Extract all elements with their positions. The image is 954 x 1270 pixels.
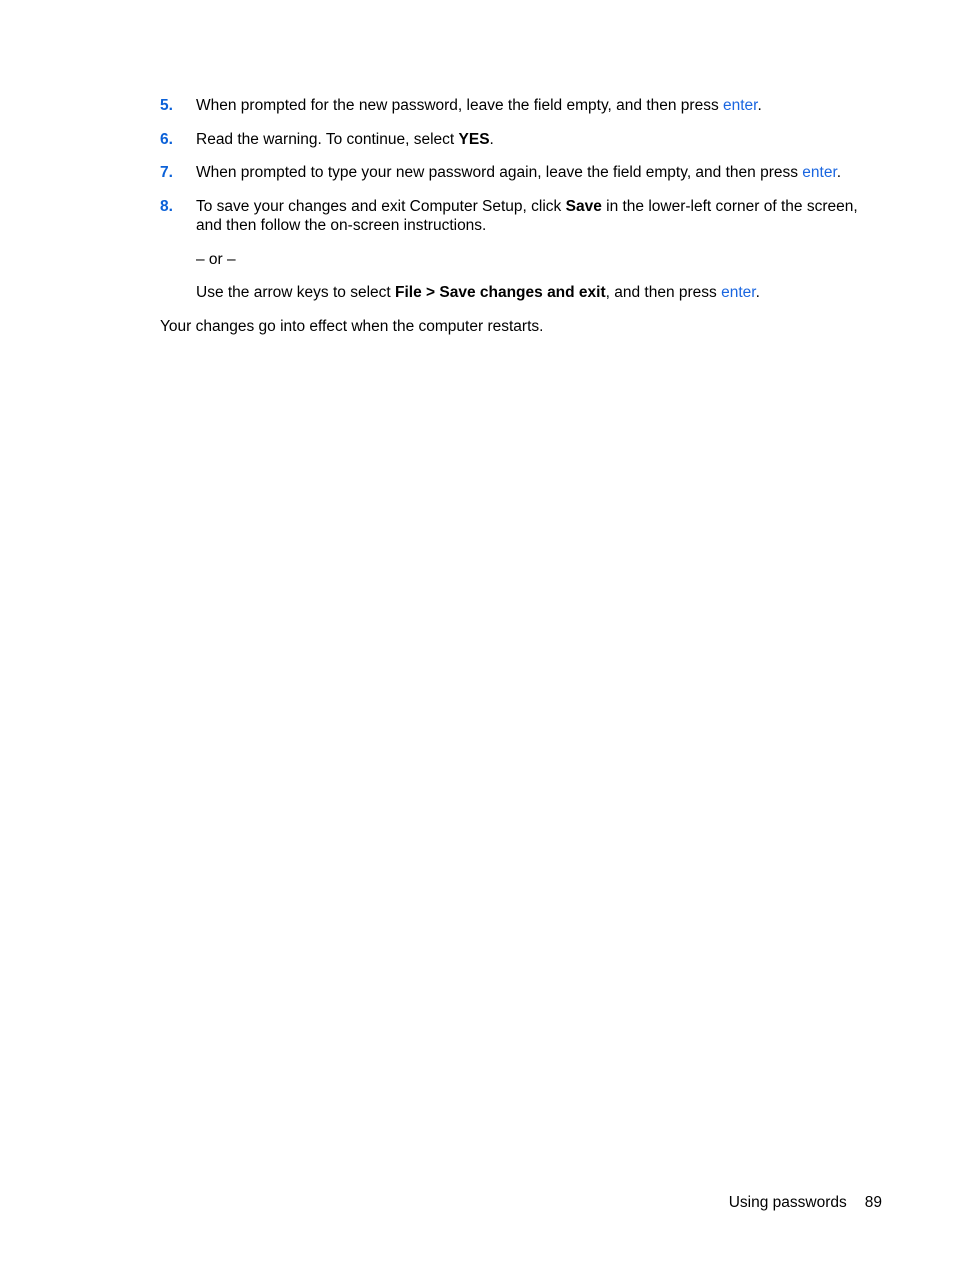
step-number: 8. [160,198,173,215]
alt-instruction: Use the arrow keys to select File > Save changes and exit, and then press enter. [196,284,760,301]
step-text: When prompted to type your new password again, leave the field empty, and then press enter. [196,164,842,181]
bold-term: Save [565,198,602,215]
page-footer [600,1193,882,1212]
closing-paragraph: Your changes go into effect when the computer restarts. [160,318,544,335]
or-separator: – or – [196,251,236,268]
menu-path: File > Save changes and exit [395,284,606,301]
bold-term: YES [458,131,490,148]
key-enter: enter [721,284,756,301]
step-number: 7. [160,164,173,181]
step-text: To save your changes and exit Computer Setup, click Save in the lower-left corner of the screen, and then follow the on-screen instructions. [196,198,858,234]
key-enter: enter [802,164,837,181]
step-number: 6. [160,131,173,148]
step-number: 5. [160,97,173,114]
footer-section-title: Using passwords [728,1194,847,1211]
page-number: 89 [864,1194,882,1211]
step-text: Read the warning. To continue, select YES. [196,131,494,148]
key-enter: enter [723,97,758,114]
step-text: When prompted for the new password, leave the field empty, and then press enter. [196,97,762,114]
